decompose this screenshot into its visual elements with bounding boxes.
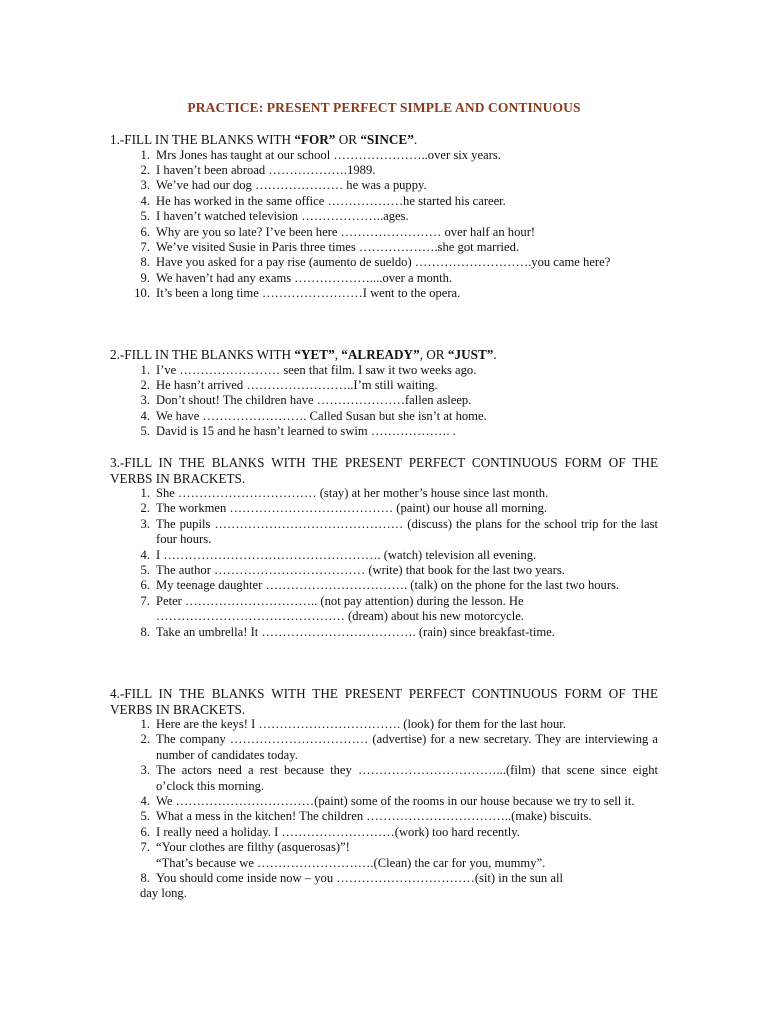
item-text: Mrs Jones has taught at our school …………………..over six years. <box>156 147 501 162</box>
section-3-list <box>110 486 658 640</box>
list-item <box>110 209 658 224</box>
heading-text: . <box>493 347 497 362</box>
item-text: day long. <box>140 886 187 901</box>
item-text: The pupils ……………………………………… (discuss) the plans for the school trip for the last four hours. <box>156 516 658 547</box>
item-number: 2. <box>140 377 150 392</box>
item-text: I haven’t been abroad ……………….1989. <box>156 162 376 177</box>
item-number: 8. <box>140 255 150 270</box>
list-item <box>110 825 658 840</box>
section-4-list <box>110 717 658 902</box>
item-number: 3. <box>140 763 150 778</box>
item-text: He hasn’t arrived ……………………..I’m still waiting. <box>156 377 438 392</box>
item-text: Peter ………………………….. (not pay attention) during the lesson. He <box>156 593 524 608</box>
item-number: 4. <box>140 794 150 809</box>
item-text: “Your clothes are filthy (asquerosas)”! <box>156 840 350 855</box>
item-text: We ……………………………(paint) some of the rooms in our house because we try to sell it. <box>156 794 635 809</box>
item-text: We have ……………………. Called Susan but she isn’t at home. <box>156 408 487 423</box>
item-number: 5. <box>140 563 150 578</box>
item-number: 5. <box>140 809 150 824</box>
list-item <box>110 148 658 163</box>
list-item <box>110 578 658 593</box>
item-text: He has worked in the same office ………………he started his career. <box>156 193 506 208</box>
list-item <box>110 501 658 516</box>
item-text: What a mess in the kitchen! The children ……………………………..(make) biscuits. <box>156 809 592 824</box>
item-number: 7. <box>140 239 150 254</box>
item-number: 3. <box>140 393 150 408</box>
list-item <box>110 732 658 763</box>
section-2-heading <box>110 347 658 363</box>
item-text: We’ve visited Susie in Paris three times ……………….she got married. <box>156 239 520 254</box>
item-text: I haven’t watched television ………………..ages. <box>156 209 409 224</box>
item-text: “That’s because we ……………………….(Clean) the car for you, mummy”. <box>156 855 546 870</box>
heading-keyword: “SINCE” <box>360 132 414 147</box>
item-number: 5. <box>140 424 150 439</box>
item-number: 5. <box>140 209 150 224</box>
item-number: 8. <box>140 624 150 639</box>
heading-keyword: “FOR” <box>294 132 336 147</box>
item-number: 7. <box>140 593 150 608</box>
item-text: We haven’t had any exams ………………....over a month. <box>156 270 453 285</box>
section-2 <box>110 347 658 440</box>
item-text: You should come inside now – you ……………………………(sit) in the sun all <box>156 871 563 886</box>
item-number: 4. <box>140 547 150 562</box>
section-3-heading: 3.-FILL IN THE BLANKS WITH THE PRESENT PERFECT CONTINUOUS FORM OF THE VERBS IN BRACKETS. <box>110 455 658 486</box>
list-item <box>110 794 658 809</box>
section-1-list <box>110 148 658 302</box>
list-item <box>110 194 658 209</box>
list-item <box>110 717 658 732</box>
item-number: 10. <box>134 286 150 301</box>
list-item <box>110 178 658 193</box>
list-item <box>110 409 658 424</box>
item-number: 9. <box>140 270 150 285</box>
list-item <box>110 271 658 286</box>
item-number: 4. <box>140 193 150 208</box>
item-number: 1. <box>140 486 150 500</box>
list-item <box>110 225 658 240</box>
item-number: 8. <box>140 871 150 886</box>
item-text: My teenage daughter ……………………………. (talk) on the phone for the last two hours. <box>156 578 620 593</box>
list-item <box>110 625 658 640</box>
item-number: 3. <box>140 178 150 193</box>
list-item <box>110 163 658 178</box>
item-number: 1. <box>140 717 150 731</box>
item-text: I really need a holiday. I ………………………(work) too hard recently. <box>156 824 520 839</box>
heading-text: . <box>413 132 418 147</box>
item-number: 1. <box>140 362 150 377</box>
heading-keyword: “ALREADY” <box>341 347 420 362</box>
item-text: Here are the keys! I ……………………………. (look) for them for the last hour. <box>156 717 566 731</box>
item-number: 6. <box>140 824 150 839</box>
item-text: Take an umbrella! It ………………………………. (rain) since breakfast-time. <box>156 624 555 639</box>
item-number: 4. <box>140 408 150 423</box>
section-2-list <box>110 363 658 440</box>
item-text: Have you asked for a pay rise (aumento de sueldo) ……………………….you came here? <box>156 255 611 270</box>
list-item <box>110 255 658 270</box>
item-number: 6. <box>140 224 150 239</box>
item-text: It’s been a long time ……………………I went to the opera. <box>156 286 461 301</box>
item-text: Why are you so late? I’ve been here …………………… over half an hour! <box>156 224 536 239</box>
section-4-heading: 4.-FILL IN THE BLANKS WITH THE PRESENT PERFECT CONTINUOUS FORM OF THE VERBS IN BRACKETS. <box>110 686 658 717</box>
list-item <box>110 378 658 393</box>
heading-text: OR <box>335 132 361 147</box>
item-text: We’ve had our dog ………………… he was a puppy. <box>156 178 427 193</box>
list-item <box>110 563 658 578</box>
item-text: I ……………………………………………. (watch) television all evening. <box>156 547 537 562</box>
section-3 <box>110 455 658 640</box>
list-item <box>110 424 658 439</box>
page-title: PRACTICE: PRESENT PERFECT SIMPLE AND CONTINUOUS <box>187 100 581 115</box>
item-text: The workmen ………………………………… (paint) our house all morning. <box>156 501 548 516</box>
list-item <box>110 363 658 378</box>
list-item <box>110 240 658 255</box>
item-text: ……………………………………… (dream) about his new motorcycle. <box>156 609 524 624</box>
section-4 <box>110 686 658 902</box>
heading-text: , <box>334 347 342 362</box>
section-1-heading <box>110 132 658 148</box>
heading-text: , OR <box>419 347 448 362</box>
item-text: The author ……………………………… (write) that book for the last two years. <box>156 563 565 578</box>
item-text: The actors need a rest because they ……………………………...(film) that scene since eight o’clock this morning. <box>156 763 658 793</box>
list-item <box>110 840 658 871</box>
item-number: 3. <box>140 516 150 531</box>
list-item <box>110 486 658 501</box>
section-1 <box>110 132 658 302</box>
list-item <box>110 548 658 563</box>
item-text: She …………………………… (stay) at her mother’s house since last month. <box>156 486 549 500</box>
item-text: The company …………………………… (advertise) for a new secretary. They are interviewing a number of candidates today. <box>156 732 658 762</box>
item-text: Don’t shout! The children have …………………fallen asleep. <box>156 393 472 408</box>
list-item <box>110 809 658 824</box>
list-item <box>110 286 658 301</box>
item-text: David is 15 and he hasn’t learned to swim ………………. . <box>156 424 456 439</box>
item-number: 1. <box>140 147 150 162</box>
heading-text: 2.-FILL IN THE BLANKS WITH <box>110 347 295 362</box>
item-number: 6. <box>140 578 150 593</box>
heading-text: 1.-FILL IN THE BLANKS WITH <box>110 132 295 147</box>
item-number: 2. <box>140 501 150 516</box>
item-number: 2. <box>140 162 150 177</box>
list-item <box>110 517 658 548</box>
heading-keyword: “YET” <box>294 347 335 362</box>
item-number: 2. <box>140 732 150 747</box>
item-number: 7. <box>140 840 150 855</box>
list-item <box>110 594 658 625</box>
list-item <box>110 871 658 902</box>
list-item <box>110 763 658 794</box>
list-item <box>110 393 658 408</box>
item-text: I’ve …………………… seen that film. I saw it two weeks ago. <box>156 362 477 377</box>
heading-keyword: “JUST” <box>447 347 494 362</box>
